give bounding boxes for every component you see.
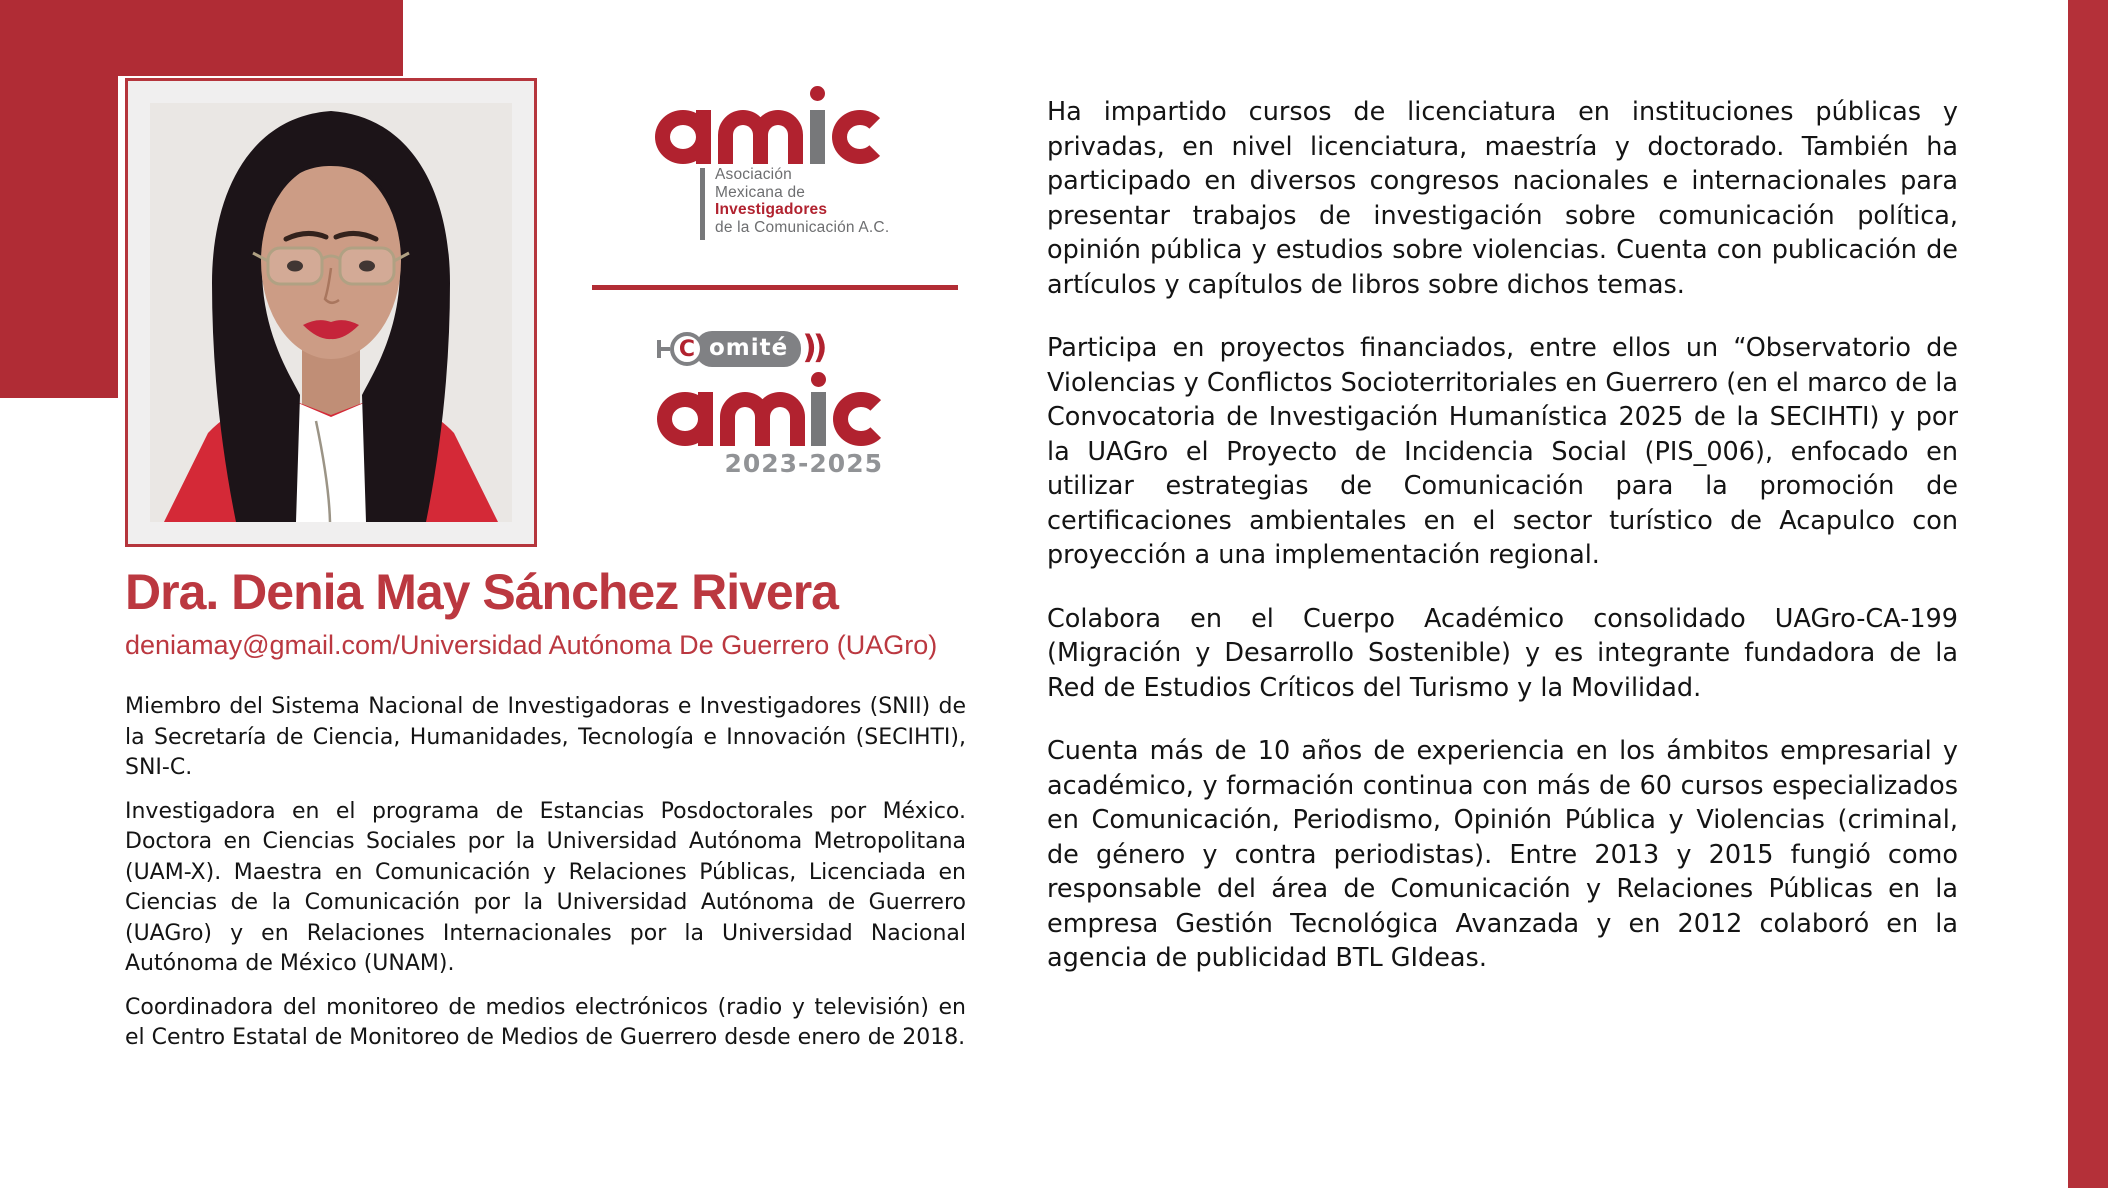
photo-frame — [125, 78, 537, 547]
amic-wordmark — [655, 86, 888, 164]
subtext-line-2: Mexicana de — [715, 183, 806, 201]
logo-letter-a — [657, 392, 713, 446]
subtext-line-4: de la Comunicación A.C. — [715, 218, 890, 236]
left-column — [125, 562, 966, 1067]
comite-amic-wordmark — [657, 368, 889, 446]
logo-letter-i — [811, 392, 826, 446]
subtext-vertical-bar — [700, 168, 705, 240]
subtext-line-1: Asociación — [715, 166, 792, 183]
comite-amic-logo — [657, 330, 889, 478]
portrait-photo — [150, 103, 512, 522]
bio-paragraph: Participa en proyectos financiados, entre ellos un “Observatorio de Violencias y Conflictos Socioterritoriales en Guerrero (en el marco de la Convocatoria de Investigación Humanística 2025 de la SECIHTI) y por la UAGro el Proyecto de Incidencia Social (PIS_006), enfocado en utilizar estrategias de Comunicación para la promoción de certificaciones ambientales en el sector turístico de Acapulco con proyección a una implementación regional. — [1047, 333, 1958, 570]
comite-years: 2023-2025 — [724, 449, 883, 478]
red-divider-line — [592, 285, 958, 290]
logo-letter-m — [720, 392, 805, 446]
profile-contact-link[interactable]: deniamay@gmail.com/Universidad Autónoma De Guerrero (UAGro) — [125, 630, 938, 660]
comite-wordmark — [657, 330, 889, 368]
right-red-bar — [2068, 0, 2108, 1188]
top-left-red-block — [0, 0, 403, 76]
bio-paragraph: Colabora en el Cuerpo Académico consolidado UAGro-CA-199 (Migración y Desarrollo Sostenible) y es integrante fundadora de la Red de Estudios Críticos del Turismo y la Movilidad. — [1047, 603, 1958, 703]
logo-letter-a — [655, 110, 711, 164]
comite-c-badge: C — [670, 332, 704, 366]
sound-waves-icon: )) — [802, 328, 824, 366]
logo-letter-c — [832, 110, 888, 164]
bio-paragraph: Investigadora en el programa de Estancias Posdoctorales por México. Doctora en Ciencias Sociales por la Universidad Autónoma Metropolitana (UAM-X). Maestra en Comunicación y Relaciones Públicas, Licenciada en Ciencias de la Comunicación por la Universidad Autónoma de Guerrero (UAGro) y en Relaciones Internacionales por la Universidad Nacional Autónoma de México (UNAM). — [125, 798, 966, 976]
profile-name: Dra. Denia May Sánchez Rivera — [125, 564, 838, 620]
amic-logo — [655, 86, 888, 164]
logo-letter-m — [718, 110, 803, 164]
right-column — [1047, 95, 1958, 1005]
bio-paragraph: Cuenta más de 10 años de experiencia en los ámbitos empresarial y académico, y formación continua con más de 60 cursos especializados en Comunicación, Periodismo, Opinión Pública y Violencias (criminal, de género y contra periodistas). Entre 2013 y 2015 fungió como responsable del área de Comunicación y Relaciones Públicas en la empresa Gestión Tecnológica Avanzada y en 2012 colaboró en la agencia de publicidad BTL GIdeas. — [1047, 736, 1958, 973]
bio-paragraph: Ha impartido cursos de licenciatura en instituciones públicas y privadas, en nivel licenciatura, maestría y doctorado. También ha participado en diversos congresos nacionales e internacionales para presentar trabajos de investigación sobre comunicación política, opinión pública y estudios sobre violencias. Cuenta con publicación de artículos y capítulos de libros sobre dichos temas. — [1047, 97, 1958, 300]
comite-pill: omité — [695, 331, 801, 367]
logo-letter-c — [833, 392, 889, 446]
subtext-line-3: Investigadores — [715, 201, 828, 218]
amic-logo-subtext — [700, 166, 889, 240]
logo-letter-i — [810, 110, 825, 164]
bio-paragraph: Miembro del Sistema Nacional de Investigadoras e Investigadores (SNII) de la Secretaría de Ciencia, Humanidades, Tecnología e Innovación (SECIHTI), SNI-C. — [125, 694, 966, 780]
bio-paragraph: Coordinadora del monitoreo de medios electrónicos (radio y televisión) en el Centro Estatal de Monitoreo de Medios de Guerrero desde enero de 2018. — [125, 994, 966, 1050]
